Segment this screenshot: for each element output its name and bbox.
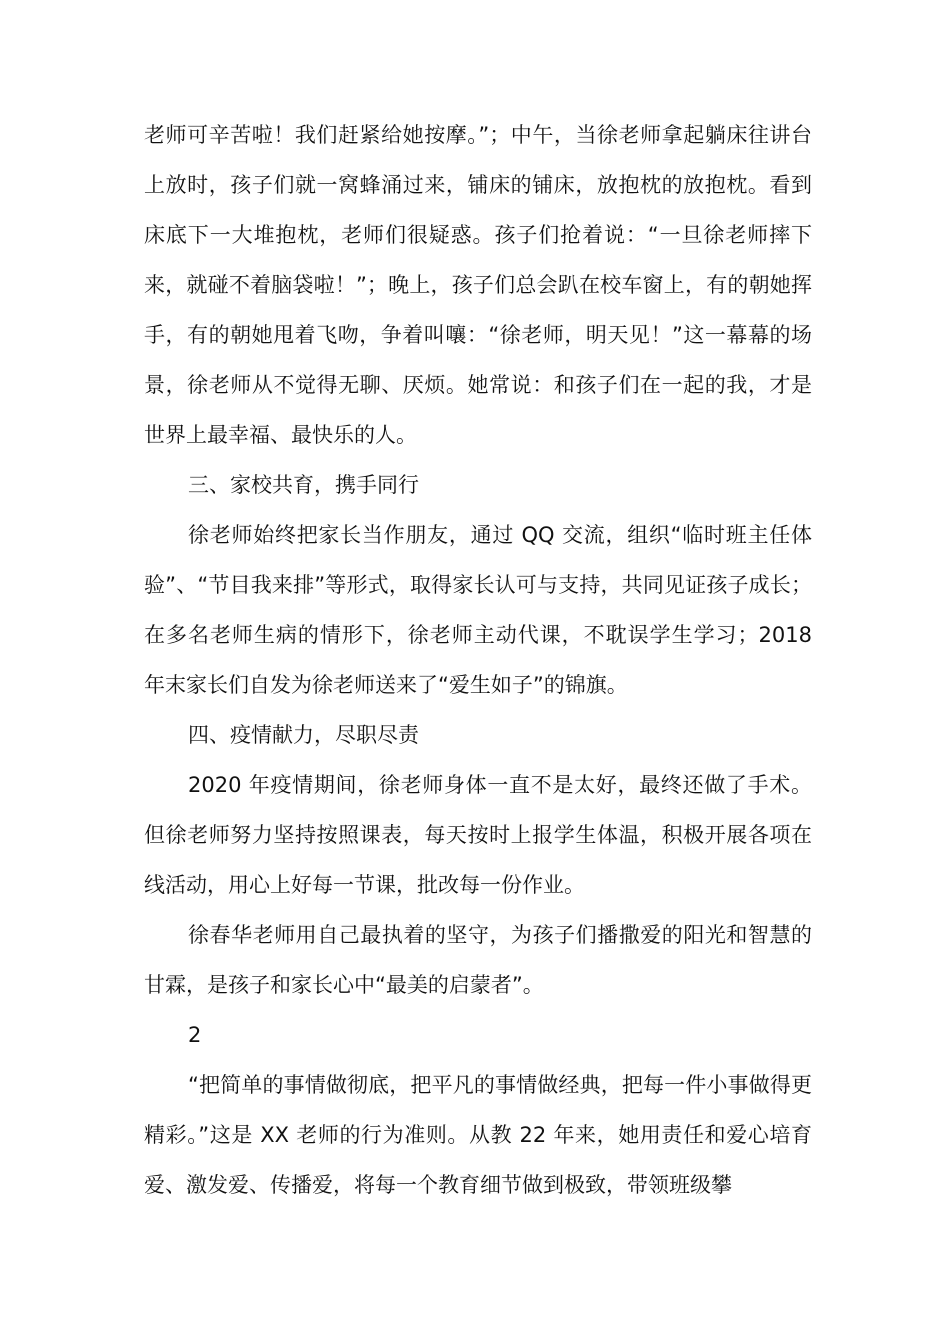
section-heading-4: 四、疫情献力，尽职尽责 (188, 723, 419, 747)
paragraph-continuation: 老师可辛苦啦！我们赶紧给她按摩。”；中午，当徐老师拿起躺床往讲台上放时，孩子们就一窝蜂涌过来，铺床的铺床，放抱枕的放抱枕。看到床底下一大堆抱枕，老师们很疑惑。孩子们抢着说：“一旦徐老师摔下来，就碰不着脑袋啦！”；晚上，孩子们总会趴在校车窗上，有的朝她挥手，有的朝她甩着飞吻，争着叫嚷：“徐老师，明天见！”这一幕幕的场景，徐老师从不觉得无聊、厌烦。她常说：和孩子们在一起的我，才是世界上最幸福、最快乐的人。 (144, 123, 812, 447)
section-heading-3: 三、家校共育，携手同行 (188, 473, 419, 497)
document-body (144, 110, 812, 1210)
section-number: 2 (188, 1023, 202, 1047)
paragraph-epidemic: 2020 年疫情期间，徐老师身体一直不是太好，最终还做了手术。但徐老师努力坚持按照课表，每天按时上报学生体温，积极开展各项在线活动，用心上好每一节课，批改每一份作业。 (144, 773, 812, 897)
paragraph-summary: 徐春华老师用自己最执着的坚守，为孩子们播撒爱的阳光和智慧的甘霖，是孩子和家长心中“最美的启蒙者”。 (144, 923, 812, 997)
paragraph-second-teacher: “把简单的事情做彻底，把平凡的事情做经典，把每一件小事做得更精彩。”这是 XX 老师的行为准则。从教 22 年来，她用责任和爱心培育爱、激发爱、传播爱，将每一个教育细节做到极致，带领班级攀 (144, 1073, 812, 1197)
paragraph-home-school: 徐老师始终把家长当作朋友，通过 QQ 交流，组织“临时班主任体验”、“节目我来排”等形式，取得家长认可与支持，共同见证孩子成长；在多名老师生病的情形下，徐老师主动代课，不耽误学生学习；2018 年末家长们自发为徐老师送来了“爱生如子”的锦旗。 (144, 523, 812, 697)
